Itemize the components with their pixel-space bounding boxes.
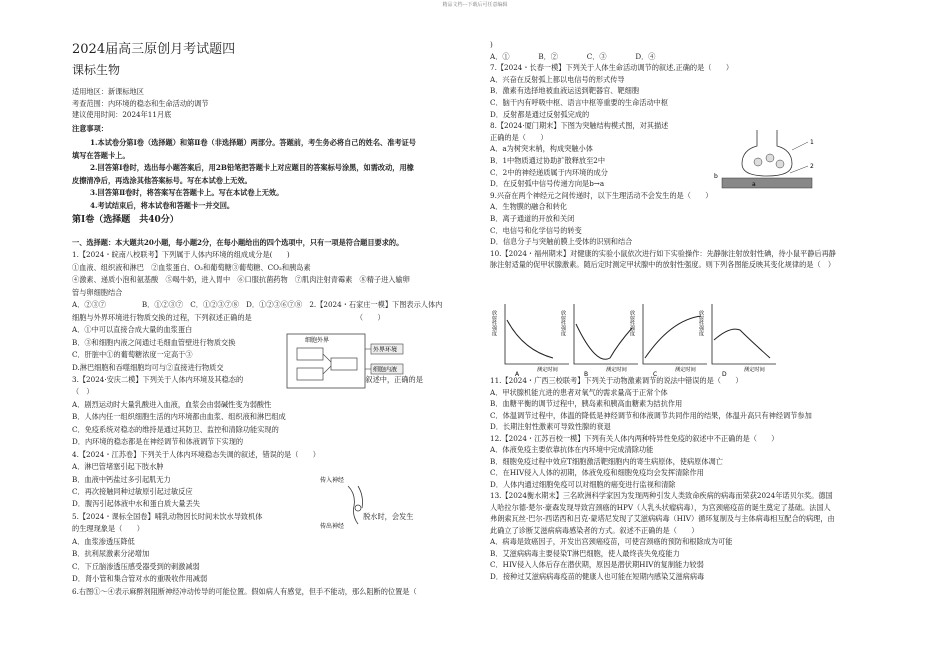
- right-column-line: B．离子通道的开放和关闭: [490, 214, 575, 223]
- left-column-line: 6.右图①～④表示麻醉剂阻断神经冲动传导的可能位置。假如病人有感觉，但手不能动，那么阻断的位置是（: [72, 586, 417, 596]
- synapse-figure: [712, 128, 822, 190]
- left-column-line: D.淋巴细胞和吞噬细胞均可与②直接进行物质交: [72, 362, 224, 372]
- left-column-line: 1.【2024・皖南八校联考】下列属于人体内环境的组成成分是( ): [72, 250, 290, 260]
- right-column-line: D．人体内通过细胞免疫可以对细胞的癌变进行监视和清除: [490, 479, 676, 489]
- left-column-line: A．剧烈运动时大量乳酸进入血液，血浆会由弱碱性变为弱酸性: [72, 399, 272, 409]
- left-column-line: 适用地区：新课标地区: [72, 87, 144, 96]
- nerve-label-efferent: 传出神经: [320, 523, 345, 530]
- graph-xlabel: 测定时间: [675, 367, 696, 373]
- graph-ylabel: 放射性强度: [629, 310, 635, 336]
- right-column-line: B．1中物质通过协助扩散释放至2中: [490, 156, 606, 165]
- synapse-label-b: b: [714, 173, 718, 180]
- left-column-line: C．再次接触同种过敏原引起过敏反应: [72, 487, 193, 496]
- right-column-line: D．长期注射性激素可导致性腺的衰退: [490, 422, 611, 431]
- left-column-line: A．淋巴管堵塞引起下肢水肿: [72, 462, 164, 472]
- right-column-line: 8.【2024·厦门期末】下图为突触结构模式图，对其描述: [490, 121, 669, 131]
- left-column-line: D．肾小管和集合管对水的重吸收作用减弱: [72, 574, 208, 584]
- left-column-line: 填写在答题卡上。: [72, 150, 130, 160]
- left-column-line: C．免疫系统对稳态的维持是通过其防卫、监控和清除功能实现的: [72, 424, 279, 434]
- graph-xlabel: 测定时间: [744, 367, 765, 373]
- right-column-line: A．生物膜的融合和转化: [490, 202, 568, 212]
- right-column-line: 7.【2024・长春一模】下列关于人体生命活动调节的叙述,正确的是（ ）: [490, 63, 734, 73]
- left-column-line: D．腹泻引起体液中水和蛋白质大量丢失: [72, 499, 200, 509]
- right-column-line: 弗朗索瓦丝·巴尔-西诺西和吕克·蒙塔尼发现了艾滋病病毒（HIV）循环复制及与主体病毒相互配合的病理，由: [490, 514, 835, 523]
- right-column-line: 11.【2024・广西三校联考】下列关于动物激素调节的说法中错误的是（ ）: [490, 376, 743, 385]
- left-column-line: 2.回答第Ⅰ卷时，选出每小题答案后，用2B铅笔把答题卡上对应题目的答案标号涂黑，如需改动，用橡: [90, 163, 414, 172]
- left-column-line: ④激素、递质小泡和氨基酸 ⑤喝牛奶，进入胃中 ⑥口服抗菌药物 ⑦肌肉注射青霉素 ⑧精子进入输卵: [72, 275, 410, 285]
- left-column-line: 的生理现象是（ ）: [72, 524, 144, 534]
- right-column-line: D．在反射弧中信号传递方向是b→a: [490, 179, 605, 189]
- left-column-line: C．肝脏中①的葡萄糖浓度一定高于③: [72, 350, 193, 360]
- left-column-line: C．下丘脑渗透压感受器受到的刺激减弱: [72, 561, 200, 571]
- right-column-line: B．血糖平衡的调节过程中，胰岛素和胰高血糖素为拮抗作用: [490, 399, 683, 408]
- left-column-line: 细胞与外界环境进行物质交换的过程，下列叙述正确的是 （ ）: [72, 312, 385, 322]
- left-column-line: 1.本试卷分第Ⅰ卷（选择题）和第Ⅱ卷（非选择题）两部分。答题前，考生务必将自己的姓名、准考证号: [90, 138, 416, 147]
- figure-box-label: 细胞外界: [305, 337, 330, 344]
- right-column-line: C．电信号和化学信号的转变: [490, 225, 582, 235]
- right-column-line: 此确立了诊断艾滋病病毒感染者的方式。叙述不正确的是（ ）: [490, 525, 699, 535]
- right-column-line: D．信息分子与突触前膜上受体的识别和结合: [490, 237, 633, 247]
- right-column-line: 脉注射适量的促甲状腺激素。随后定时测定甲状腺中的放射性强度。则下列各图能反映其变化规律的是（ ）: [490, 260, 836, 270]
- left-column-line: 第Ⅰ卷（选择题 共40分）: [72, 215, 179, 225]
- right-column-line: B．细胞免疫过程中效应T细胞激活靶细胞内的寄生病原体，使病原体凋亡: [490, 456, 723, 466]
- synapse-label-a: a: [752, 181, 756, 188]
- left-column-line: A．②③⑦ B．①②③⑦ C．①②③⑦⑧ D．①②③⑥⑦⑧ 2.【2024・石家庄一模】下图表示人体内: [72, 300, 443, 310]
- synapse-label-2: 2: [810, 163, 814, 170]
- page-header: 精品文档---下载后可任意编辑: [442, 2, 508, 8]
- graph-letter: C: [653, 371, 658, 378]
- right-column-line: D．接种过艾滋病病毒疫苗的健康人也可能在短期内感染艾滋病病毒: [490, 571, 705, 581]
- left-column-line: 3.【2024·安庆二模】下列关于人体内环境及其稳态的 叙述中，正确的是: [72, 374, 423, 384]
- right-column-line: C．体温调节过程中，体温的降低是神经调节和体液调节共同作用的结果，体温升高只有神经调节参加: [490, 410, 812, 420]
- left-column-line: 管与卵细胞结合: [72, 287, 123, 297]
- graph-letter: D: [722, 371, 727, 378]
- left-column-line: 课标生物: [72, 63, 121, 77]
- graph-ylabel: 放射性强度: [491, 310, 497, 336]
- graph-xlabel: 测定时间: [606, 367, 627, 373]
- right-column-line: B．艾滋病病毒主要侵染T淋巴细胞，使人最终丧失免疫能力: [490, 548, 680, 558]
- left-column-line: （ ）: [72, 387, 94, 397]
- left-column-line: A．血浆渗透压降低: [72, 536, 135, 546]
- right-column-line: A．① B．② C．③ D．④: [490, 51, 656, 61]
- cell-exchange-figure: [285, 330, 405, 392]
- left-column-line: 考查范围：内环境的稳态和生命活动的调节: [72, 98, 209, 108]
- graph-d: [700, 300, 780, 378]
- graph-curve: [576, 324, 632, 359]
- right-column-line: B．激素有选择地被血液运送到靶器官、靶细胞: [490, 86, 640, 96]
- left-column-line: 建议使用时间：2024年11月底: [72, 110, 172, 119]
- right-column-line: 12.【2024・江苏百校一模】下列有关人体内两种特异性免疫的叙述中不正确的是（ ）: [490, 433, 779, 443]
- left-column-line: 4.考试结束后，将本试卷和答题卡一并交回。: [90, 200, 235, 210]
- right-column-line: 9.兴奋在两个神经元之间传递时，以下生理活动不会发生的是（ ）: [490, 190, 713, 200]
- right-column-line: 13.【2024衡水期末】三名欧洲科学家因为发现两种引发人类致命疾病的病毒而荣获2024年诺贝尔奖。德国: [490, 491, 833, 500]
- right-column-line: C．在HIV侵入人体的初期，体液免疫和细胞免疫均会发挥清除作用: [490, 468, 704, 477]
- left-column-line: A．①中可以直接合成大量的血浆蛋白: [72, 325, 193, 335]
- figure-label-environment: 外界环境: [373, 346, 398, 354]
- left-column-line: B．人体内任一组织细胞生活的内环境都由血浆、组织液和淋巴组成: [72, 412, 286, 422]
- graph-curve: [714, 329, 770, 358]
- graph-curve: [507, 320, 553, 358]
- right-column-line: A．体液免疫主要依靠抗体在内环境中完成清除功能: [490, 445, 654, 454]
- left-column-line: 一、选择题：本大题共20小题，每小题2分，在每小题给出的四个选项中，只有一项是符合题目要求的。: [72, 238, 404, 247]
- graph-ylabel: 放射性强度: [560, 310, 566, 336]
- nerve-label-afferent: 传入神经: [320, 477, 345, 484]
- right-column-line: A．甲状腺机能亢进的患者对氧气的需求量高于正常个体: [490, 387, 668, 397]
- right-column-line: D．反射都是通过反射弧完成的: [490, 109, 590, 119]
- graph-ylabel: 放射性强度: [698, 310, 704, 336]
- right-column-line: 人哈拉尔德·楚尔·豪森发现导致宫颈癌的HPV（人乳头状瘤病毒），为宫颈癌疫苗的诞生奠定了基础。法国人: [490, 502, 831, 512]
- left-column-line: 皮擦清净后，再选涂其他答案标号。写在本试卷上无效。: [72, 175, 252, 185]
- graph-letter: B: [584, 371, 589, 378]
- graph-xlabel: 测定时间: [537, 367, 558, 373]
- right-column-line: C．2中的神经递质属于内环境的成分: [490, 167, 608, 177]
- right-column-line: 10.【2024・福州期末】对健康的实验小鼠依次进行如下实验操作：先静脉注射放射性碘，待小鼠平静后再静: [490, 248, 836, 258]
- left-column-line: 注意事项：: [72, 124, 108, 133]
- synapse-label-1: 1: [810, 139, 814, 146]
- right-column-line: C．脑干内有呼吸中枢、语言中枢等重要的生命活动中枢: [490, 98, 669, 107]
- left-column-line: D．内环境的稳态都是在神经调节和体液调节下实现的: [72, 437, 244, 447]
- left-column-line: 5.【2024・课标全国卷】哺乳动物因长时间未饮水导致机体 脱水时，会发生: [72, 511, 414, 521]
- right-column-line: ): [490, 40, 493, 49]
- right-column-line: 正确的是（ ）: [490, 132, 548, 142]
- right-column-line: A．a为树突末梢，构成突触小体: [490, 144, 593, 154]
- left-column-line: 2024届高三原创月考试题四: [72, 42, 236, 57]
- right-column-line: A．兴奋在反射弧上都以电信号的形式传导: [490, 74, 625, 84]
- left-column-line: 3.回答第Ⅱ卷时，将答案写在答题卡上。写在本试卷上无效。: [90, 188, 284, 197]
- left-column-line: B．抗利尿激素分泌增加: [72, 549, 150, 559]
- left-column-line: ①血液、组织液和淋巴 ②血浆蛋白、O₂和葡萄糖③葡萄糖、CO₂和胰岛素: [72, 262, 311, 272]
- right-column-line: C．HIV侵入人体后存在潜伏期，原因是潜伏期HIV的复制能力较弱: [490, 560, 704, 569]
- nerve-figure: [318, 472, 388, 530]
- right-column-line: A．病毒是致癌因子，开发出宫颈癌疫苗，可使宫颈癌的预防和根除成为可能: [490, 537, 733, 546]
- left-column-line: B．③和细胞内液之间通过毛细血管壁进行物质交换: [72, 337, 236, 347]
- graph-curve: [645, 316, 701, 358]
- figure-label-intracellular: 细胞内液: [373, 366, 398, 374]
- graph-letter: A: [515, 371, 520, 378]
- left-column-line: B．血液中钙盐过多引起肌无力: [72, 474, 171, 484]
- left-column-line: 4.【2024・江苏卷】下列关于人体内环境稳态失调的叙述，错误的是（ ）: [72, 449, 320, 459]
